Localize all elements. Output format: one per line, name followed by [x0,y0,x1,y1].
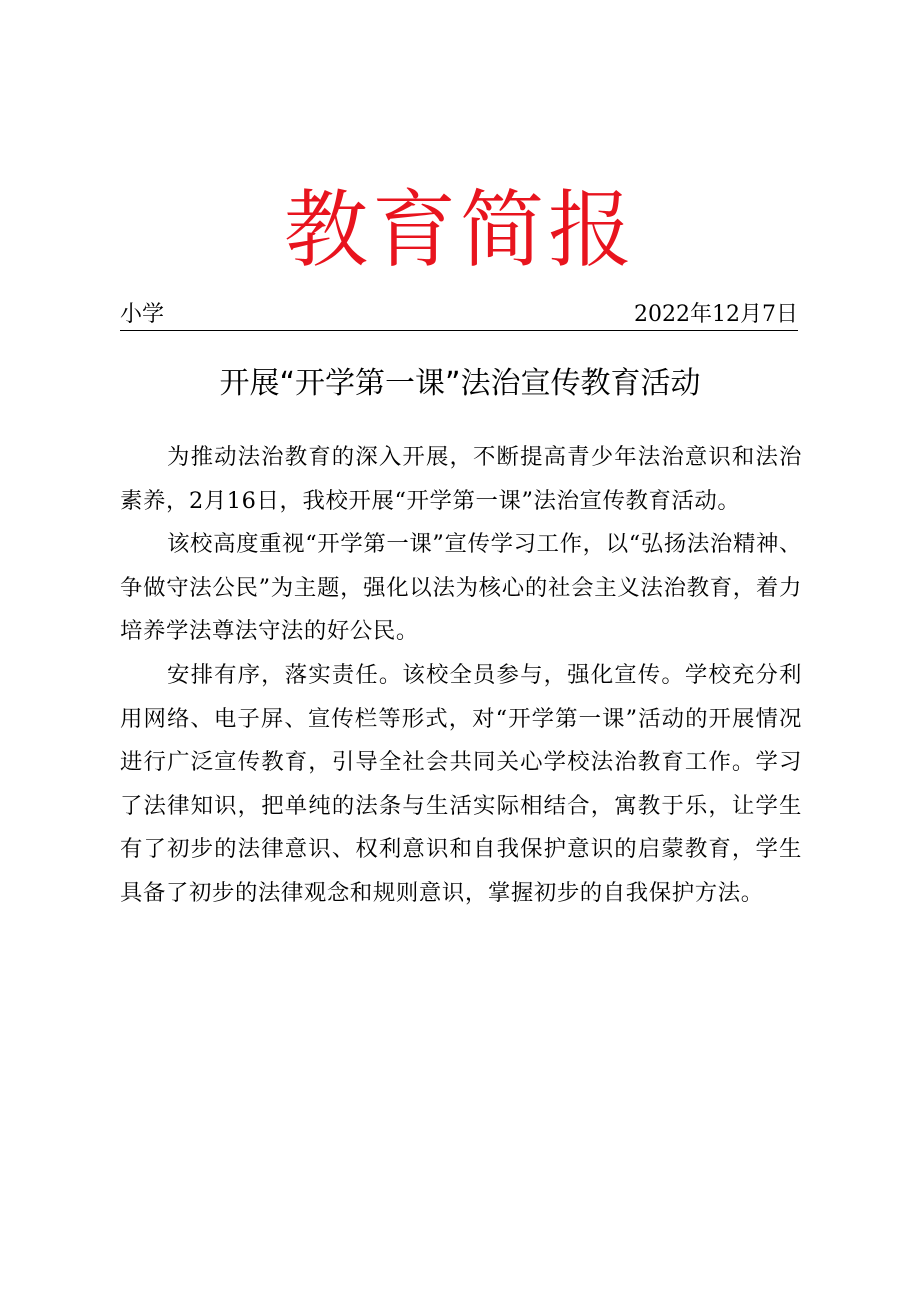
article-body [120,436,802,916]
masthead-title: 教育简报 [283,181,636,279]
article-paragraph: 该校高度重视“开学第一课”宣传学习工作，以“弘扬法治精神、争做守法公民”为主题，强化以法为核心的社会主义法治教育，着力培养学法尊法守法的好公民。 [120,531,802,645]
organization-name: 小学 [120,302,165,327]
article-paragraph: 为推动法治教育的深入开展，不断提高青少年法治意识和法治素养，2月16日，我校开展“开学第一课”法治宣传教育活动。 [120,444,802,514]
issue-date: 2022年12月7日 [634,302,798,327]
article-paragraph: 安排有序，落实责任。该校全员参与，强化宣传。学校充分利用网络、电子屏、宣传栏等形式，对“开学第一课”活动的开展情况进行广泛宣传教育，引导全社会共同关心学校法治教育工作。学习了法律知识，把单纯的法条与生活实际相结合，寓教于乐，让学生有了初步的法律意识、权利意识和自我保护意识的启蒙教育，学生具备了初步的法律观念和规则意识，掌握初步的自我保护方法。 [120,661,802,906]
article-headline: 开展“开学第一课”法治宣传教育活动 [219,366,701,401]
dateline [120,300,798,331]
